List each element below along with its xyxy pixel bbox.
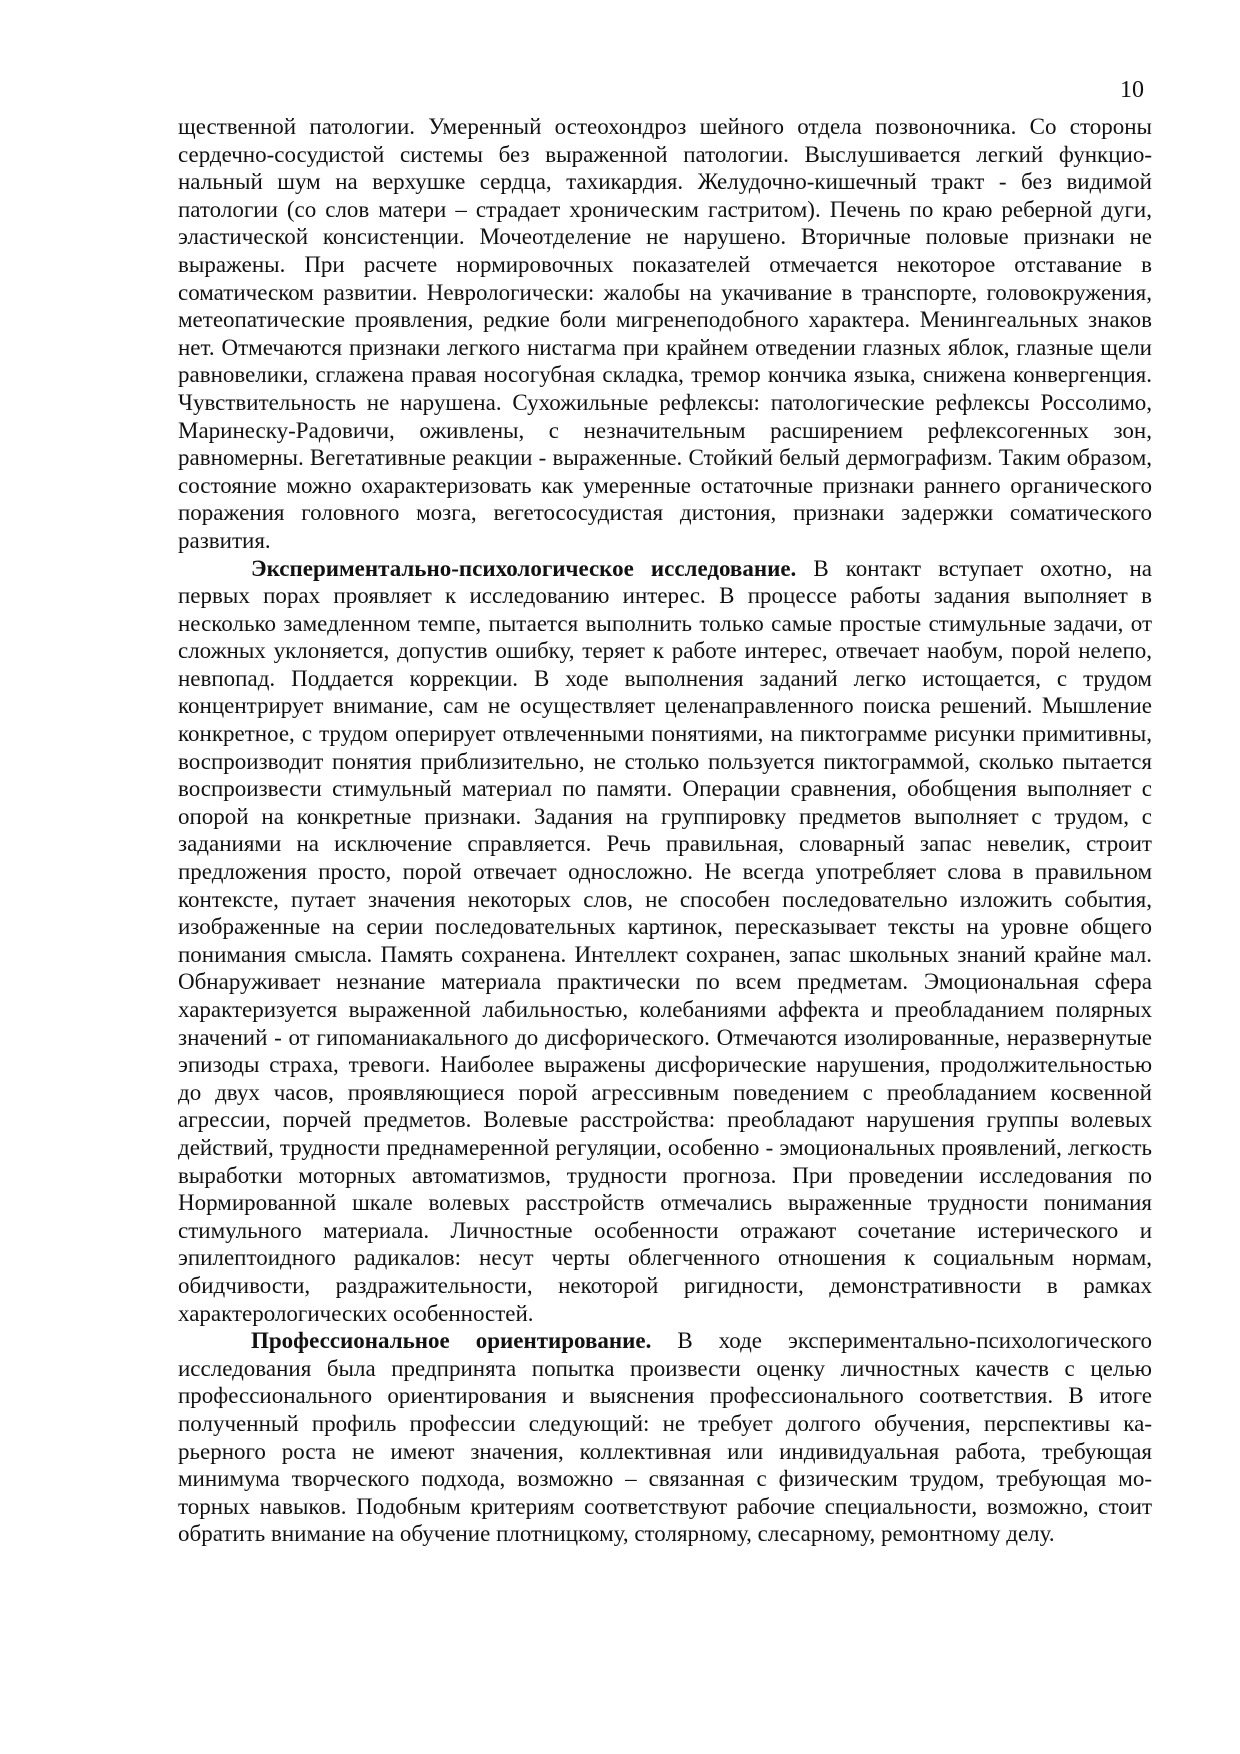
paragraph-text: В контакт вступает охотно, на первых порах проявляет к исследованию интерес. В процессе работы задания выполняет в несколько замедленном темпе, пытается выполнить только самые простые стимульные задачи, от сложных уклоняется, допустив ошибку, теряет к работе интерес, отвечает наобум, порой нелепо, невпопад. Поддается коррекции. В ходе выполнения заданий легко истощается, с трудом концентрирует внимание, сам не осуществляет целенаправленного поиска решений. Мышление конкретное, с трудом оперирует отвлеченными понятиями, на пиктограмме рисунки примитивны, воспроизводит понятия приблизительно, не столько пользуется пиктограммой, сколько пытается воспроизвести стимульный материал по памяти. Операции сравнения, обобщения выполняет с опорой на конкретные признаки. Задания на группировку предметов выполняет с трудом, с заданиями на исключение справляется. Речь правильная, словарный запас невелик, строит предложения просто, порой отвечает односложно. Не всегда употребляет слова в правильном контексте, путает значения некоторых слов, не способен последовательно изложить события, изображенные на серии последовательных картинок, пересказывает тексты на уровне общего понимания смысла. Память сохранена. Интеллект сохранен, запас школьных знаний крайне мал. Обнаруживает незнание материала практически по всем предметам. Эмоциональная сфера характеризуется выраженной лабильностью, колебаниями аффекта и преобладанием полярных значений - от гипоманиакального до дисфорического. Отмечаются изолированные, неразвернутые эпизоды страха, тревоги. Наиболее выражены дисфорические нарушения, продолжительностью до двух часов, проявляющиеся порой агрессивным поведением с преобладанием косвенной агрессии, порчей предметов. Волевые расстройства: преобладают нарушения группы волевых действий, трудности преднамеренной регуляции, особенно - эмоциональных проявлений, легкость выработки моторных автоматизмов, трудности прогноза. При проведении исследования по Нормированной шкале волевых расстройств отмечались выраженные трудности понимания стимульного материала. Личностные особенности отражают сочетание истерического и эпилептоидного радикалов: несут черты облегченного отношения к социальным нормам, обидчивости, раздражительности, некоторой ригидности, демонстративности в рамках характерологических особенностей. — [178, 555, 1152, 1326]
page-number: 10 — [1120, 77, 1144, 103]
paragraph-psychological-study — [178, 555, 1152, 1328]
paragraph-text: щественной патологии. Умеренный остеохондроз шейного отдела позвоночника. Со стороны сердечно-сосудистой системы без выраженной патологии. Выслушивается легкий функциональный шум на верхушке сердца, тахикардия. Желудочно-кишечный тракт - без видимой патологии (со слов матери – страдает хроническим гастритом). Печень по краю реберной дуги, эластической консистенции. Мочеотделение не нарушено. Вторичные половые признаки не выражены. При расчете нормировочных показателей отмечается некоторое отставание в соматическом развитии. Неврологически: жалобы на укачивание в транспорте, головокружения, метеопатические проявления, редкие боли мигренеподобного характера. Менингеальных знаков нет. Отмечаются признаки легкого нистагма при крайнем отведении глазных яблок, глазные щели равновелики, сглажена правая носогубная складка, тремор кончика языка, снижена конвергенция. Чувствительность не нарушена. Сухожильные рефлексы: патологические рефлексы Россолимо, Маринеску-Радовичи, оживлены, с незначительным расширением рефлексогенных зон, равномерны. Вегетативные реакции - выраженные. Стойкий белый дермографизм. Таким образом, состояние можно охарактеризовать как умеренные остаточные признаки раннего органического поражения головного мозга, вегетососудистая дистония, признаки задержки соматического развития. — [178, 114, 1152, 553]
section-heading-psychological-study: Экспериментально-психологическое исследование. — [251, 555, 797, 581]
paragraph-career-orientation — [178, 1327, 1152, 1548]
section-heading-career-orientation: Профессиональное ориентирование. — [251, 1328, 652, 1354]
paragraph-somatic-status — [178, 113, 1152, 555]
paragraph-text: В ходе экспериментально-психологического исследования была предпринята попытка произвести оценку личностных качеств с целью профессионального ориентирования и выяснения профессионального соответствия. В итоге полученный профиль профессии следующий: не требует долгого обучения, перспективы карьерного роста не имеют значения, коллективная или индивидуальная работа, требующая минимума творческого подхода, возможно – связанная с физическим трудом, требующая моторных навыков. Подобным критериям соответствуют рабочие специальности, возможно, стоит обратить внимание на обучение плотницкому, столярному, слесарному, ремонтному делу. — [178, 1328, 1153, 1547]
document-body — [178, 113, 1152, 1548]
